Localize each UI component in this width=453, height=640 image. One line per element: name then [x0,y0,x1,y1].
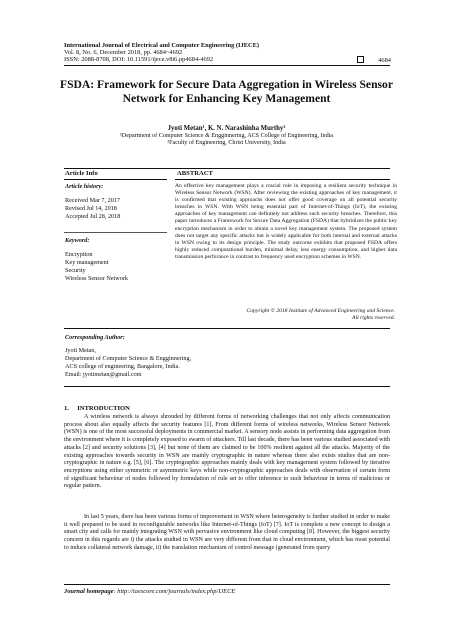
introduction-paragraph-2: In last 5 years, there has been various forms of improvement in WSN where heterogeneity is further studied in order to make it well prepared to be used in reconfigurable networks like Internet-of-Things (IoT) [7]. IoT is complete a new concept to design a smart city and calls for mainly integrating WSN with pervasive environment like cloud computing [8]. However, the biggest security concern in this regards are i) the attacks studied in WSN are very different from that in cloud environment, which has most potential to induce collateral network damage, ii) the translation mechanism of control message (generated from query [64,514,390,551]
page-number: 4684 [378,57,391,64]
corresponding-heading: Corresponding Author: [65,334,125,341]
article-info-heading: Article Info [65,170,98,177]
authors: Jyoti Metan¹, K. N. Narashinha Murthy² [167,125,286,132]
keyword-item: Key management [65,259,109,266]
header-rule [64,65,390,66]
homepage-label: Journal homepage [64,588,114,595]
introduction-paragraph-1: A wireless network is always shrouded by different forms of networking challenges that not only affects communication process about also equally affects the security features [1]. From different forms of wireless networks, Wireless Sensor Network (WSN) is one of the most successful deployments in commercial market. A sensory node assists in performing data aggregation from the environment where it is completely exposed to swarm of attackers. Till last decade, there has been various studied associated with attacks [2] and security solutions [3], [4] but none of them are claimed to be 100% resilient against all the attacks. Majority of the existing approaches towards security in WSN are mainly cryptographic in nature whereas there also exists studies that are non-cryptographic in nature e.g. [5], [6]. The cryptographic approaches mainly deals with key management system followed by iterative encryptions using either symmetric or asymmetric keys while non-cryptographic approaches deals with observation of certain form of significant behaviour of nodes followed by formulation of rule set to offer inference to such behaviour in terms of malicious or regular pattern. [64,414,390,490]
affiliation-1: ¹Department of Computer Science & Engginnering, ACS College of Engineering, India [119,133,334,139]
homepage-url[interactable]: : http://iaescore.com/journals/index.php/IJECE [113,588,236,595]
introduction-heading: 1. INTRODUCTION [64,405,130,412]
checkbox-icon [357,56,364,63]
corresponding-college: ACS college of engineering, Bangalore, India. [65,363,180,370]
affiliation-2: ²Faculty of Engineering, Christ University, India [167,140,286,147]
volume-info: Vol. 8, No. 6, December 2018, pp. 4684~4692 [64,49,183,56]
footer-rule [64,584,390,585]
keyword-item: Wireless Sensor Network [65,275,128,282]
history-accepted: Accepted Jul 28, 2018 [65,213,121,220]
history-heading: Article history: [65,183,104,190]
affiliations [40,133,413,147]
corresponding-name: Jyoti Metan, [65,347,96,354]
keyword-heading: Keyword: [65,237,90,244]
info-heading-rule [64,179,167,180]
history-divider [64,232,167,233]
page-number-area [357,56,391,65]
paper-title: FSDA: Framework for Secure Data Aggregation in Wireless Sensor Network for Enhancing Key Management [60,78,393,105]
copyright-line: Copyright © 2018 Institute of Advanced Engineering and Science. [246,308,395,314]
issn-doi: ISSN: 2088-8708, DOI: 10.11591/ijece.v8i6.pp4684-4692 [64,56,214,63]
abstract-heading: ABSTRACT [177,170,213,177]
corresponding-bottom-rule [64,386,390,387]
keyword-item: Security [65,267,86,274]
abstract-text: An effective key management plays a cracial role in imposing a resilient security technique in Wireless Sensor Network (WSN). After reviewing the existing approaches of key management, it is confirmed that existing approachs does not offer good coverage on all potential security breaches in WSN. With WSN being essential part of Internet-of-Things (IoT), the existing approaches of key management can definitely not address such security breaches. Therefore, this paper introduces a Framework for Secure Data Aggregation (FSDA) that hybridizes the public key encryption mechanism in order to obtain a novel key management system. The proposed system does not target any specific attacks but is widely applicable for both internal and external attacks in WSN owing to its design principle. The study outcome exhibits that proposed FSDA offers highly reduced computational burden, minimal delay, less energy consumption, and higher data transmission perforance in contrast to frequency used encryption schemes in WSN. [175,183,397,260]
journal-name: International Journal of Electrical and Computer Engineering (IJECE) [64,42,259,49]
history-received: Received Mar 7, 2017 [65,197,120,204]
abstract-heading-rule [175,179,390,180]
journal-homepage [64,588,235,596]
corresponding-top-rule [64,328,390,329]
rights-line: All rights reserved. [352,315,395,321]
corresponding-dept: Department of Computer Science & Engginnering, [65,355,192,362]
keyword-item: Encryption [65,251,93,258]
info-top-rule [64,168,390,169]
corresponding-email: Email: jyotimetan@gmail.com [65,371,142,378]
history-revised: Revised Jul 14, 2018 [65,205,117,212]
